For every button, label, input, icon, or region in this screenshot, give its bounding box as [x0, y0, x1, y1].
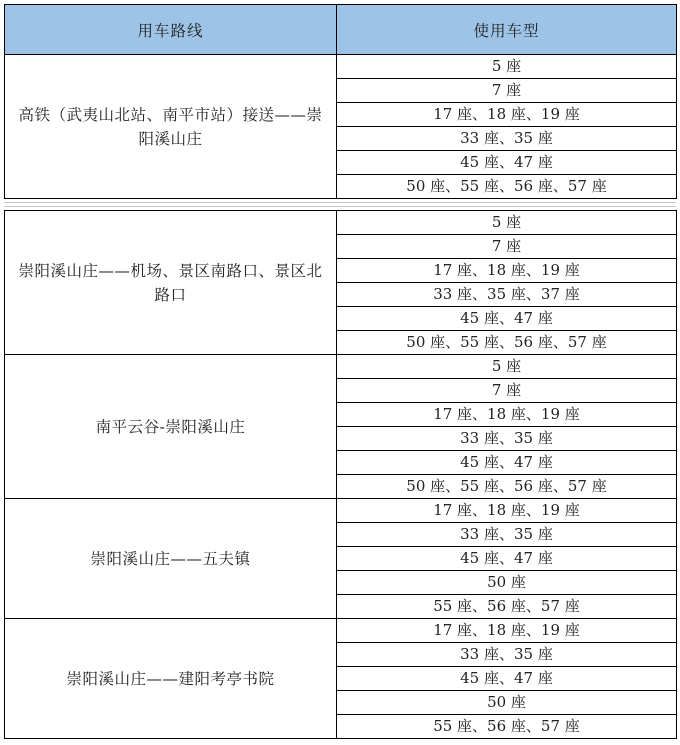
route-cell: 崇阳溪山庄——机场、景区南路口、景区北路口: [5, 211, 337, 355]
table-row: [5, 355, 677, 379]
header-vehicle: 使用车型: [337, 5, 677, 55]
vehicle-type-cell: 17 座、18 座、19 座: [337, 103, 677, 127]
vehicle-type-cell: 45 座、47 座: [337, 151, 677, 175]
page-break-line: [4, 202, 676, 203]
vehicle-type-cell: 45 座、47 座: [337, 547, 677, 571]
vehicle-type-cell: 17 座、18 座、19 座: [337, 403, 677, 427]
route-cell: 崇阳溪山庄——五夫镇: [5, 499, 337, 619]
vehicle-type-cell: 50 座: [337, 571, 677, 595]
vehicle-type-cell: 45 座、47 座: [337, 307, 677, 331]
table-row: [5, 55, 677, 79]
group-body: [5, 211, 677, 355]
table-row: [5, 619, 677, 643]
page-break-line: [4, 206, 676, 207]
vehicle-type-cell: 7 座: [337, 379, 677, 403]
vehicle-type-cell: 33 座、35 座: [337, 523, 677, 547]
vehicle-type-cell: 17 座、18 座、19 座: [337, 619, 677, 643]
vehicle-type-cell: 17 座、18 座、19 座: [337, 259, 677, 283]
vehicle-type-cell: 5 座: [337, 55, 677, 79]
vehicle-type-cell: 5 座: [337, 355, 677, 379]
vehicle-type-cell: 33 座、35 座: [337, 127, 677, 151]
table-row: [5, 499, 677, 523]
group-body: [5, 55, 677, 199]
vehicle-type-cell: 55 座、56 座、57 座: [337, 595, 677, 619]
header-route: 用车路线: [5, 5, 337, 55]
vehicle-type-cell: 50 座、55 座、56 座、57 座: [337, 331, 677, 355]
vehicle-type-cell: 50 座: [337, 691, 677, 715]
route-cell: 崇阳溪山庄——建阳考亭书院: [5, 619, 337, 739]
route-cell: 高铁（武夷山北站、南平市站）接送——崇阳溪山庄: [5, 55, 337, 199]
vehicle-table-bottom: [4, 210, 677, 739]
vehicle-type-cell: 7 座: [337, 235, 677, 259]
table-row: [5, 211, 677, 235]
vehicle-table-top: [4, 4, 677, 199]
vehicle-type-cell: 5 座: [337, 211, 677, 235]
group-body: [5, 355, 677, 499]
vehicle-type-cell: 33 座、35 座: [337, 643, 677, 667]
vehicle-type-cell: 55 座、56 座、57 座: [337, 715, 677, 739]
vehicle-type-cell: 33 座、35 座、37 座: [337, 283, 677, 307]
vehicle-type-cell: 50 座、55 座、56 座、57 座: [337, 175, 677, 199]
group-body: [5, 499, 677, 619]
group-body: [5, 619, 677, 739]
vehicle-type-cell: 7 座: [337, 79, 677, 103]
vehicle-type-cell: 50 座、55 座、56 座、57 座: [337, 475, 677, 499]
vehicle-type-cell: 17 座、18 座、19 座: [337, 499, 677, 523]
vehicle-type-cell: 45 座、47 座: [337, 451, 677, 475]
vehicle-type-cell: 33 座、35 座: [337, 427, 677, 451]
header-row: [5, 5, 677, 55]
route-cell: 南平云谷-崇阳溪山庄: [5, 355, 337, 499]
vehicle-type-cell: 45 座、47 座: [337, 667, 677, 691]
